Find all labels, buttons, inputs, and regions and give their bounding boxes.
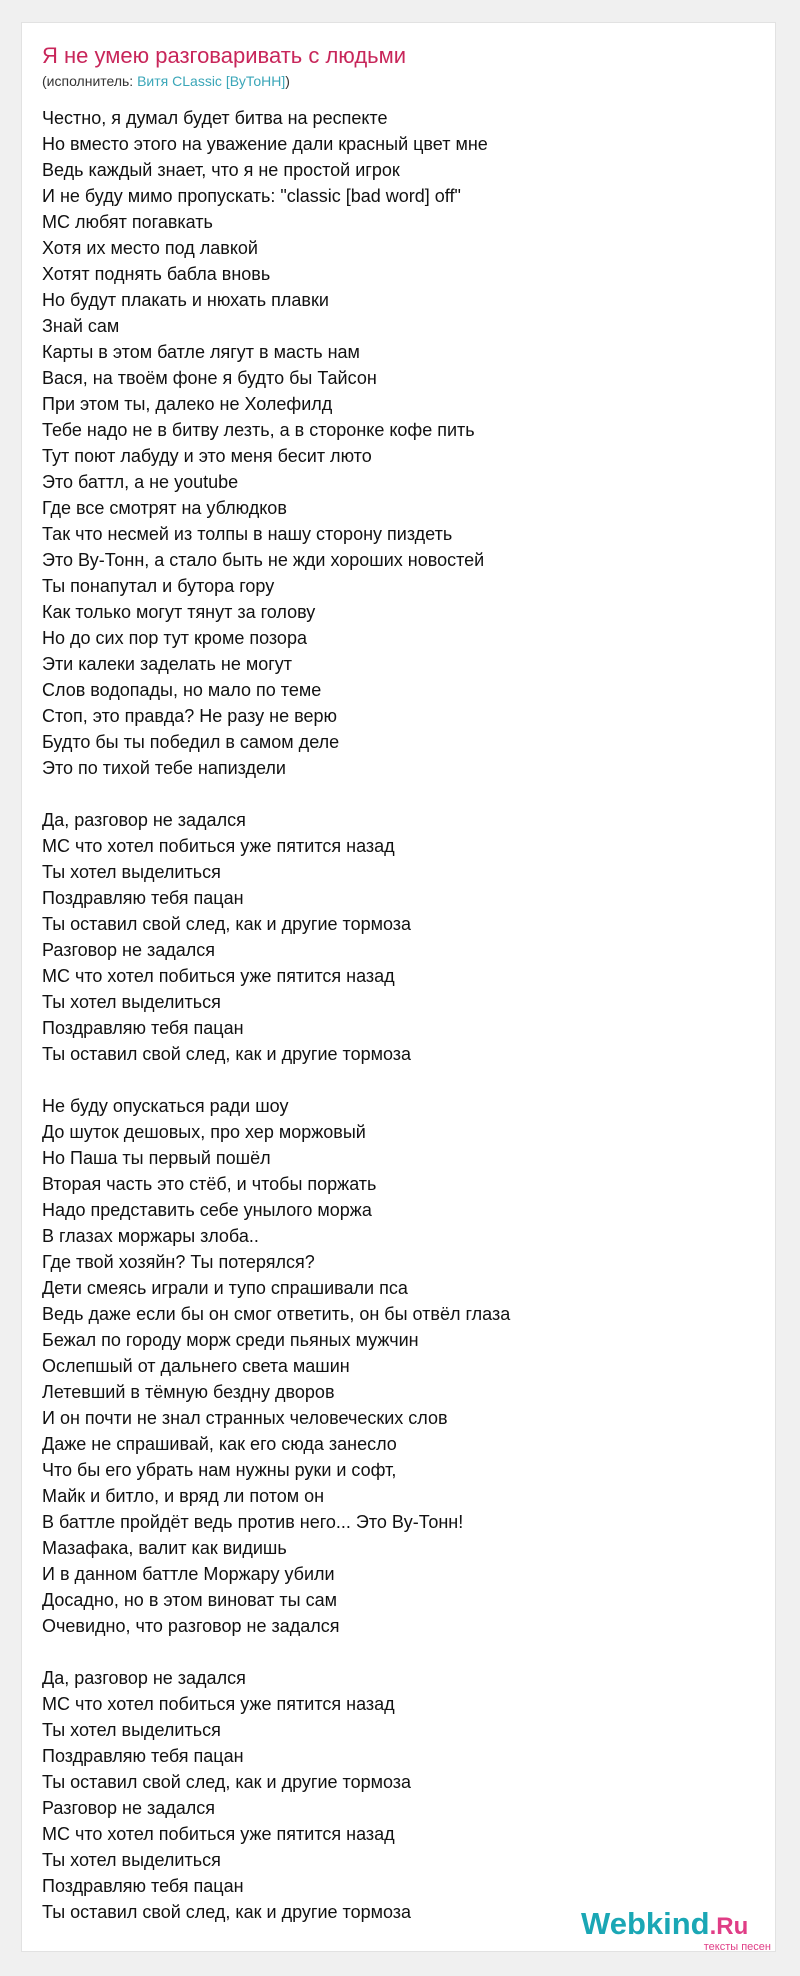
lyric-line: И он почти не знал странных человеческих слов [42, 1408, 448, 1428]
lyric-line: Поздравляю тебя пацан [42, 1018, 244, 1038]
lyric-line: Летевший в тёмную бездну дворов [42, 1382, 335, 1402]
lyric-line: Карты в этом батле лягут в масть нам [42, 342, 360, 362]
lyric-line: Ты хотел выделиться [42, 862, 221, 882]
lyric-line: Поздравляю тебя пацан [42, 1746, 244, 1766]
lyric-line: Это баттл, а не youtube [42, 472, 239, 492]
site-logo[interactable] [581, 1906, 771, 1954]
performer-line [42, 72, 290, 90]
lyric-line: МС что хотел побиться уже пятится назад [42, 836, 395, 856]
lyric-line: МС что хотел побиться уже пятится назад [42, 1694, 395, 1714]
lyric-line: И не буду мимо пропускать: "classic [bad word] off" [42, 186, 461, 206]
lyric-line: Не буду опускаться ради шоу [42, 1096, 289, 1116]
lyric-line: При этом ты, далеко не Холефилд [42, 394, 333, 414]
lyric-line: Очевидно, что разговор не задался [42, 1616, 340, 1636]
performer-link[interactable]: Витя CLassic [ВуТоНН] [137, 73, 286, 89]
lyric-line: Так что несмей из толпы в нашу сторону пиздеть [42, 524, 453, 544]
lyric-line: Стоп, это правда? Не разу не верю [42, 706, 338, 726]
lyric-line: Мазафака, валит как видишь [42, 1538, 287, 1558]
lyrics-stanza [42, 105, 742, 781]
lyric-line: Ты хотел выделиться [42, 1850, 221, 1870]
logo-tagline: тексты песен [703, 1941, 771, 1953]
lyric-line: Но вместо этого на уважение дали красный цвет мне [42, 134, 488, 154]
lyric-line: Тут поют лабуду и это меня бесит люто [42, 446, 372, 466]
lyric-line: Разговор не задался [42, 1798, 216, 1818]
lyric-line: Да, разговор не задался [42, 1668, 246, 1688]
lyric-line: Дети смеясь играли и тупо спрашивали пса [42, 1278, 408, 1298]
lyric-line: Тебе надо не в битву лезть, а в сторонке кофе пить [42, 420, 475, 440]
performer-prefix: (исполнитель: [42, 73, 138, 89]
lyric-line: И в данном баттле Моржару убили [42, 1564, 335, 1584]
lyric-line: Где твой хозяйн? Ты потерялся? [42, 1252, 315, 1272]
lyric-line: Но до сих пор тут кроме позора [42, 628, 307, 648]
lyrics-body [42, 105, 742, 1951]
lyric-line: Бежал по городу морж среди пьяных мужчин [42, 1330, 419, 1350]
song-title: Я не умею разговаривать с людьми [42, 43, 407, 68]
lyric-line: Вторая часть это стёб, и чтобы поржать [42, 1174, 377, 1194]
lyric-line: Досадно, но в этом виноват ты сам [42, 1590, 337, 1610]
lyric-line: Даже не спрашивай, как его сюда занесло [42, 1434, 397, 1454]
lyric-line: Это по тихой тебе напиздели [42, 758, 286, 778]
lyric-line: Ты хотел выделиться [42, 992, 221, 1012]
lyric-line: Честно, я думал будет битва на респекте [42, 108, 388, 128]
lyric-line: Поздравляю тебя пацан [42, 888, 244, 908]
lyric-line: Ты понапутал и бутора гору [42, 576, 275, 596]
lyric-line: Ослепшый от дальнего света машин [42, 1356, 350, 1376]
lyric-line: Ты оставил свой след, как и другие тормоза [42, 914, 412, 934]
lyric-line: Хотят поднять бабла вновь [42, 264, 271, 284]
lyric-line: Ты хотел выделиться [42, 1720, 221, 1740]
lyric-line: Что бы его убрать нам нужны руки и софт, [42, 1460, 397, 1480]
logo-name: Webkind [581, 1906, 710, 1941]
logo-wordmark[interactable] [581, 1906, 748, 1945]
lyric-line: Эти калеки заделать не могут [42, 654, 293, 674]
lyric-line: Ты оставил свой след, как и другие тормоза [42, 1772, 412, 1792]
lyric-line: Будто бы ты победил в самом деле [42, 732, 340, 752]
lyric-line: МС что хотел побиться уже пятится назад [42, 1824, 395, 1844]
lyric-line: Но Паша ты первый пошёл [42, 1148, 271, 1168]
lyric-line: В глазах моржары злоба.. [42, 1226, 259, 1246]
lyrics-stanza [42, 807, 742, 1067]
lyric-line: Это Ву-Тонн, а стало быть не жди хороших новостей [42, 550, 485, 570]
lyric-line: Где все смотрят на ублюдков [42, 498, 287, 518]
lyrics-stanza [42, 1093, 742, 1639]
lyric-line: Ведь даже если бы он смог ответить, он бы отвёл глаза [42, 1304, 511, 1324]
lyric-line: Надо представить себе унылого моржа [42, 1200, 372, 1220]
logo-domain: .Ru [709, 1913, 749, 1940]
lyric-line: Как только могут тянут за голову [42, 602, 316, 622]
lyric-line: Знай сам [42, 316, 120, 336]
lyric-line: Вася, на твоём фоне я будто бы Тайсон [42, 368, 377, 388]
lyric-line: В баттле пройдёт ведь против него... Это Ву-Тонн! [42, 1512, 464, 1532]
lyric-line: Слов водопады, но мало по теме [42, 680, 322, 700]
lyric-line: Майк и битло, и вряд ли потом он [42, 1486, 325, 1506]
performer-suffix: ) [285, 73, 290, 89]
lyric-line: Но будут плакать и нюхать плавки [42, 290, 329, 310]
lyric-line: МС что хотел побиться уже пятится назад [42, 966, 395, 986]
lyrics-stanza [42, 1665, 742, 1925]
lyric-line: МС любят погавкать [42, 212, 213, 232]
lyric-line: Ты оставил свой след, как и другие тормоза [42, 1902, 412, 1922]
lyric-line: До шуток дешовых, про хер моржовый [42, 1122, 366, 1142]
lyric-line: Ты оставил свой след, как и другие тормоза [42, 1044, 412, 1064]
lyric-line: Разговор не задался [42, 940, 216, 960]
lyric-line: Ведь каждый знает, что я не простой игрок [42, 160, 400, 180]
lyric-line: Хотя их место под лавкой [42, 238, 258, 258]
lyric-line: Поздравляю тебя пацан [42, 1876, 244, 1896]
lyric-line: Да, разговор не задался [42, 810, 246, 830]
